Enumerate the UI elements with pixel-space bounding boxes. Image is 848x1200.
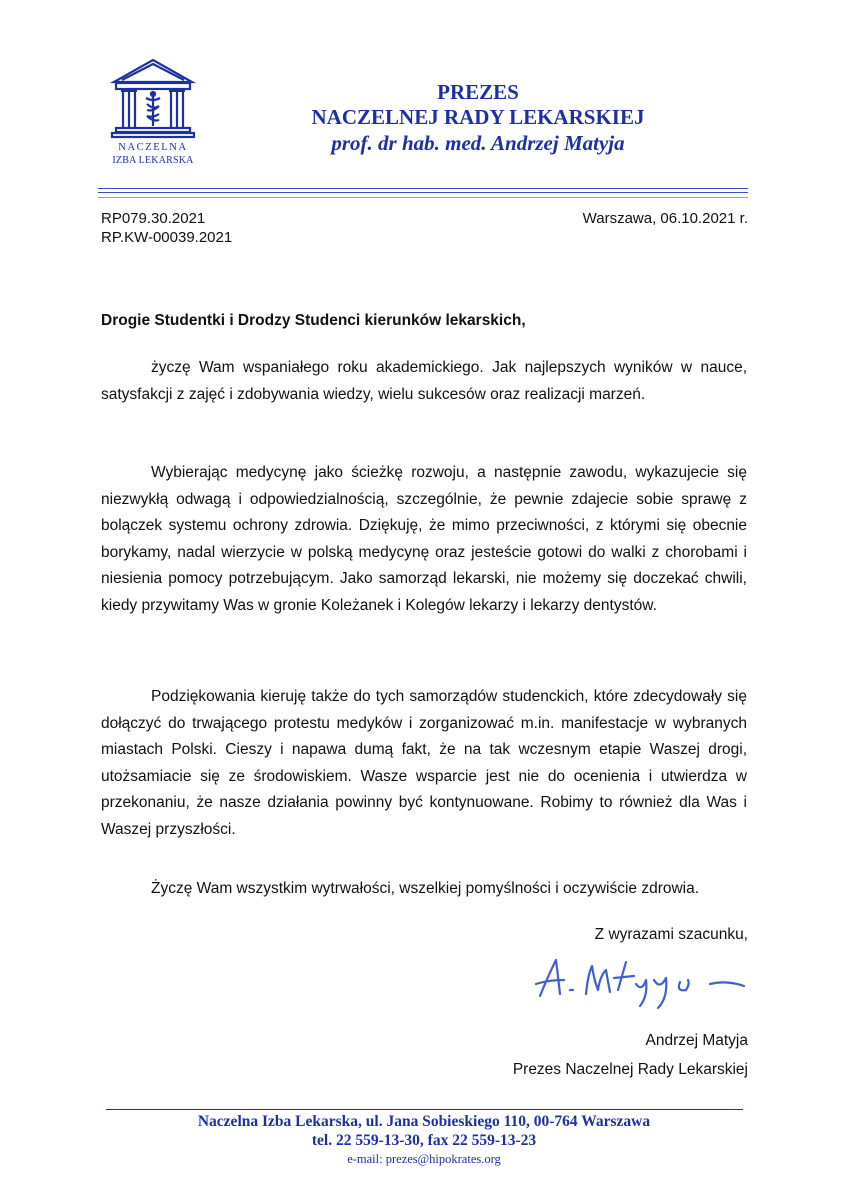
logo-text-line1: NACZELNA (118, 142, 188, 153)
reference-number-2: RP.KW-00039.2021 (101, 229, 233, 246)
letterhead-name: prof. dr hab. med. Andrzej Matyja (331, 131, 625, 155)
header-divider-1 (98, 188, 748, 189)
paragraph-2: Wybierając medycynę jako ścieżkę rozwoju, a następnie zawodu, wykazujecie się niezwykłą odwagą i odpowiedzialnością, szczególnie, że pewnie zdajecie sobie sprawę z bolączek systemu ochrony zdrowia. Dziękuję, że mimo przeciwności, z którymi się obecnie borykamy, nadal wierzycie w polską medycynę oraz jesteście gotowi do walki z chorobami i niesienia pomocy potrzebującym. Jako samorząd lekarski, nie możemy się doczekać chwili, kiedy przywitamy Was w gronie Koleżanek i Kolegów lekarzy i lekarzy dentystów. (101, 464, 747, 614)
footer-divider (106, 1109, 743, 1110)
letterhead-title: PREZES (437, 80, 519, 104)
header-divider-3 (98, 197, 748, 198)
paragraph-3: Podziękowania kieruję także do tych samorządów studenckich, które zdecydowały się dołączyć do trwającego protestu medyków i zorganizować m.in. manifestacje w wybranych miastach Polski. Cieszy i napawa dumą fakt, że na tak wczesnym etapie Waszej drogi, utożsamiacie się ze środowiskiem. Wasze wsparcie jest nie do ocenienia i utwierdza w przekonaniu, że nasze działania powinny być kontynuowane. Robimy to również dla Was i Waszej przyszłości. (101, 688, 747, 838)
paragraph-4: Życzę Wam wszystkim wytrwałości, wszelkiej pomyślności i oczywiście zdrowia. (151, 880, 700, 897)
letterhead (268, 80, 688, 157)
reference-number-1: RP079.30.2021 (101, 210, 206, 227)
signer-name: Andrzej Matyja (645, 1032, 748, 1049)
handwritten-signature (530, 950, 755, 1010)
closing: Z wyrazami szacunku, (594, 926, 748, 943)
letter-date: Warszawa, 06.10.2021 r. (582, 210, 748, 227)
footer-phone: tel. 22 559-13-30, fax 22 559-13-23 (311, 1132, 537, 1149)
logo-text-line2: IZBA LEKARSKA (112, 155, 194, 166)
letterhead-subtitle: NACZELNEJ RADY LEKARSKIEJ (311, 105, 645, 129)
temple-caduceus-icon (108, 56, 198, 142)
footer-address: Naczelna Izba Lekarska, ul. Jana Sobieskiego 110, 00-764 Warszawa (197, 1113, 651, 1130)
paragraph-1: życzę Wam wspaniałego roku akademickiego. Jak najlepszych wyników w nauce, satysfakcji z zajęć i zdobywania wiedzy, wielu sukcesów oraz realizacji marzeń. (101, 359, 747, 403)
footer-email: e-mail: prezes@hipokrates.org (347, 1152, 501, 1166)
salutation: Drogie Studentki i Drodzy Studenci kierunków lekarskich, (101, 312, 526, 329)
signer-title: Prezes Naczelnej Rady Lekarskiej (512, 1061, 748, 1078)
naczelna-izba-lekarska-logo (108, 56, 198, 174)
header-divider-2 (98, 192, 748, 193)
